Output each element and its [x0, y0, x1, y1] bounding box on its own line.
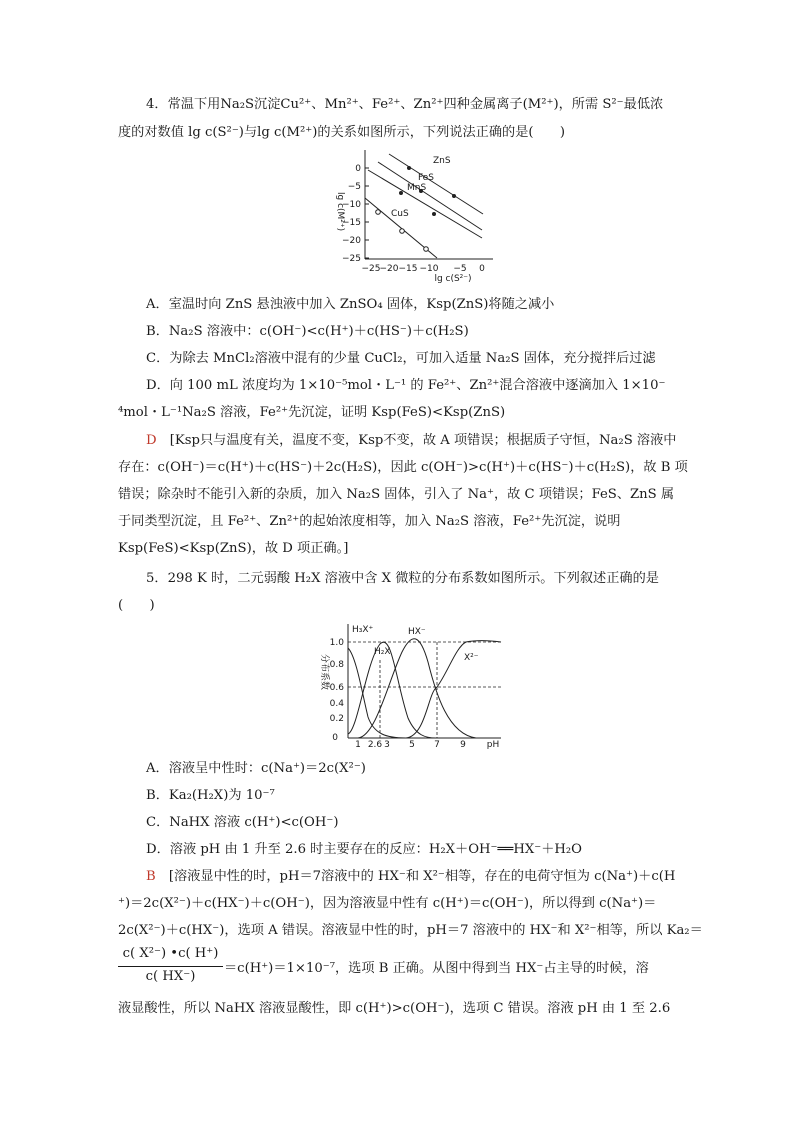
q4-explanation-line-5: Ksp(FeS)<Ksp(ZnS)，故 D 项正确。] [118, 541, 349, 556]
q5-figure [316, 622, 516, 748]
q5-label-h2x: H₂X [374, 647, 391, 657]
q5-fraction-numerator: c( X²⁻) •c( H⁺) [122, 946, 219, 961]
q5-ytick: 0 [332, 733, 338, 743]
q4-option-d-line-1: D．向 100 mL 浓度均为 1×10⁻⁵mol・L⁻¹ 的 Fe²⁺、Zn²⁺混合溶液中逐滴加入 1×10⁻ [146, 378, 666, 393]
q4-ytick: −25 [342, 254, 361, 264]
q5-ytick: 0.6 [329, 683, 344, 693]
q5-explanation-line-4: ＝c(H⁺)＝1×10⁻⁷，选项 B 正确。从图中得到当 HX⁻占主导的时候，溶 [224, 961, 649, 976]
q4-point-open [400, 229, 405, 234]
q4-ytick: −10 [342, 200, 361, 210]
q4-stem-line-2: 度的对数值 lg c(S²⁻)与lg c(M²⁺)的关系如图所示，下列说法正确的是( ) [118, 125, 566, 140]
q5-xlabel: pH [486, 740, 500, 750]
q4-label-mns: MnS [407, 183, 427, 193]
q5-curve-h2x [348, 642, 436, 738]
q5-answer: B [146, 869, 156, 884]
q4-xtick: −15 [398, 264, 418, 274]
q5-ytick: 0.4 [329, 699, 344, 709]
q4-point-open [424, 247, 429, 252]
q4-point [452, 194, 456, 198]
q4-explanation-line-1 [146, 432, 676, 450]
q4-option-d-line-2: ⁴mol・L⁻¹Na₂S 溶液，Fe²⁺先沉淀，证明 Ksp(FeS)<Ksp(ZnS) [118, 405, 506, 420]
q5-option-a: A．溶液呈中性时：c(Na⁺)＝2c(X²⁻) [146, 761, 366, 776]
q4-xtick: 0 [479, 264, 485, 274]
q5-ytick: 0.2 [329, 714, 344, 724]
q5-explanation-line-5: 液显酸性，所以 NaHX 溶液显酸性，即 c(H⁺)>c(OH⁻)，选项 C 错误。溶液 pH 由 1 至 2.6 [118, 1001, 671, 1016]
q5-curve-x2 [406, 641, 501, 739]
q5-option-c: C．NaHX 溶液 c(H⁺)<c(OH⁻) [146, 815, 339, 830]
q4-explanation-text: [Ksp只与温度有关，温度不变，Ksp不变，故 A 项错误；根据质子守恒，Na₂S 溶液中 [156, 433, 677, 448]
q5-label-hx: HX⁻ [408, 627, 426, 637]
q4-label-cus: CuS [391, 209, 409, 219]
q5-xtick: 7 [434, 740, 440, 750]
q5-fraction-denominator: c( HX⁻) [145, 969, 196, 984]
q4-explanation-line-3: 错误；除杂时不能引入新的杂质，加入 Na₂S 固体，引入了 Na⁺，故 C 项错误；FeS、ZnS 属 [118, 487, 675, 502]
q4-xtick: −5 [453, 264, 467, 274]
q5-label-h3x: H₃X⁺ [352, 625, 374, 635]
q4-xtick: −10 [419, 264, 439, 274]
q5-option-d: D．溶液 pH 由 1 升至 2.6 时主要存在的反应：H₂X＋OH⁻══HX⁻＋H₂O [146, 842, 582, 857]
q4-figure [325, 150, 505, 284]
q5-x-ticks [355, 740, 499, 750]
q4-explanation-line-4: 于同类型沉淀，且 Fe²⁺、Zn²⁺的起始浓度相等，加入 Na₂S 溶液，Fe²⁺先沉淀，说明 [118, 514, 621, 529]
q5-xtick: 1 [355, 740, 361, 750]
q4-x-axis-label: lg c(S²⁻) [434, 274, 472, 284]
q4-ytick: 0 [355, 164, 361, 174]
q4-xtick: −20 [379, 264, 399, 274]
q5-fraction-line [118, 946, 678, 994]
q4-x-ticks [362, 264, 486, 274]
q4-option-b: B．Na₂S 溶液中：c(OH⁻)<c(H⁺)＋c(HS⁻)＋c(H₂S) [146, 324, 469, 339]
q4-point [407, 166, 411, 170]
q4-label-zns: ZnS [433, 156, 451, 166]
q5-xtick: 2.6 [367, 740, 383, 750]
q5-explanation-line-1 [146, 868, 675, 886]
q5-ytick: 1.0 [329, 638, 344, 648]
q5-xtick: 9 [460, 740, 466, 750]
q4-explanation-line-2: 存在：c(OH⁻)＝c(H⁺)＋c(HS⁻)＋2c(H₂S)，因此 c(OH⁻)>c(H⁺)＋c(HS⁻)＋c(H₂S)，故 B 项 [118, 460, 688, 475]
q4-point [432, 212, 436, 216]
q4-label-fes: FeS [418, 173, 434, 183]
q4-option-a: A．室温时向 ZnS 悬浊液中加入 ZnSO₄ 固体，Ksp(ZnS)将随之减小 [146, 297, 555, 312]
q4-point-open [376, 210, 381, 215]
q5-xtick: 3 [384, 740, 390, 750]
q4-answer: D [146, 433, 157, 448]
q4-stem-line-1: 4．常温下用Na₂S沉淀Cu²⁺、Mn²⁺、Fe²⁺、Zn²⁺四种金属离子(M²⁺)，所需 S²⁻最低浓 [146, 97, 664, 112]
q5-ytick: 0.8 [329, 660, 344, 670]
q5-explanation-text: [溶液显中性的时，pH＝7溶液中的 HX⁻和 X²⁻相等，存在的电荷守恒为 c(Na⁺)＋c(H [155, 869, 676, 884]
q5-label-x2: X²⁻ [464, 653, 479, 663]
q4-ytick: −5 [347, 182, 361, 192]
q4-ytick: −20 [342, 236, 361, 246]
q5-y-ticks [330, 638, 345, 743]
q4-point [399, 191, 403, 195]
q5-explanation-line-2: ⁺)＝2c(X²⁻)＋c(HX⁻)＋c(OH⁻)，因为溶液显中性有 c(H⁺)＝c(OH⁻)，所以得到 c(Na⁺)＝ [118, 896, 657, 911]
q5-curve-h3x [348, 648, 406, 738]
q5-xtick: 5 [409, 740, 415, 750]
q5-explanation-line-3: 2c(X²⁻)＋c(HX⁻)，选项 A 错误。溶液显中性的时，pH＝7 溶液中的 HX⁻和 X²⁻相等，所以 Ka₂＝ [118, 923, 703, 938]
q4-ytick: −15 [342, 218, 361, 228]
q5-stem-line-1: 5．298 K 时，二元弱酸 H₂X 溶液中含 X 微粒的分布系数如图所示。下列叙述正确的是 [146, 571, 659, 586]
q5-fraction-bar [118, 966, 223, 967]
q5-option-b: B．Ka₂(H₂X)为 10⁻⁷ [146, 788, 275, 803]
q5-stem-line-2: ( ) [118, 598, 155, 613]
q5-y-axis-label: 分布系数 [319, 654, 329, 691]
q4-option-c: C．为除去 MnCl₂溶液中混有的少量 CuCl₂，可加入适量 Na₂S 固体，充分搅拌后过滤 [146, 351, 656, 366]
q4-xtick: −25 [361, 264, 381, 274]
q4-y-axis-label: lg c(M²⁺) [335, 192, 345, 232]
